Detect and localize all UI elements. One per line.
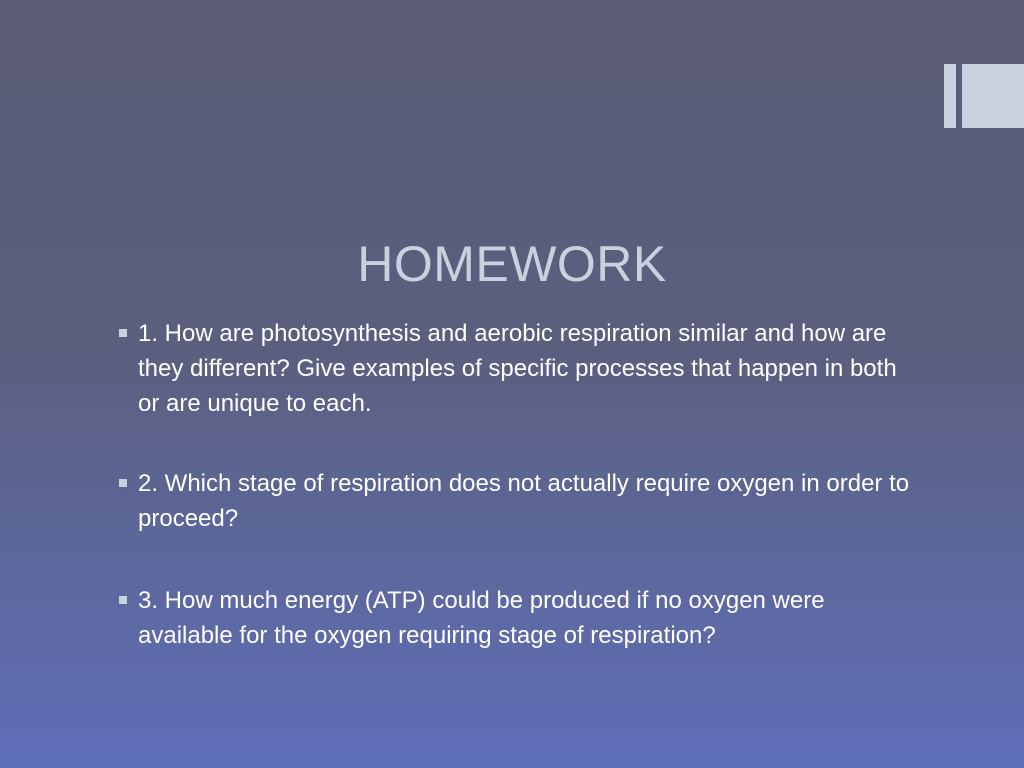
bullet-item-1 <box>138 316 918 421</box>
bullet-text-2: 2. Which stage of respiration does not actually require oxygen in order to proceed? <box>138 470 910 532</box>
bullet-item-2 <box>138 466 918 536</box>
slide-title: HOMEWORK <box>357 236 667 292</box>
bullet-item-3 <box>138 583 918 653</box>
square-bullet-icon <box>119 479 127 487</box>
square-bullet-icon <box>119 596 127 604</box>
square-bullet-icon <box>119 329 127 337</box>
bullet-text-3: 3. How much energy (ATP) could be produced if no oxygen were available for the oxygen requiring stage of respiration? <box>138 587 825 649</box>
bullet-text-1: 1. How are photosynthesis and aerobic respiration similar and how are they different? Give examples of specific processes that happen in both or are unique to each. <box>138 320 897 417</box>
